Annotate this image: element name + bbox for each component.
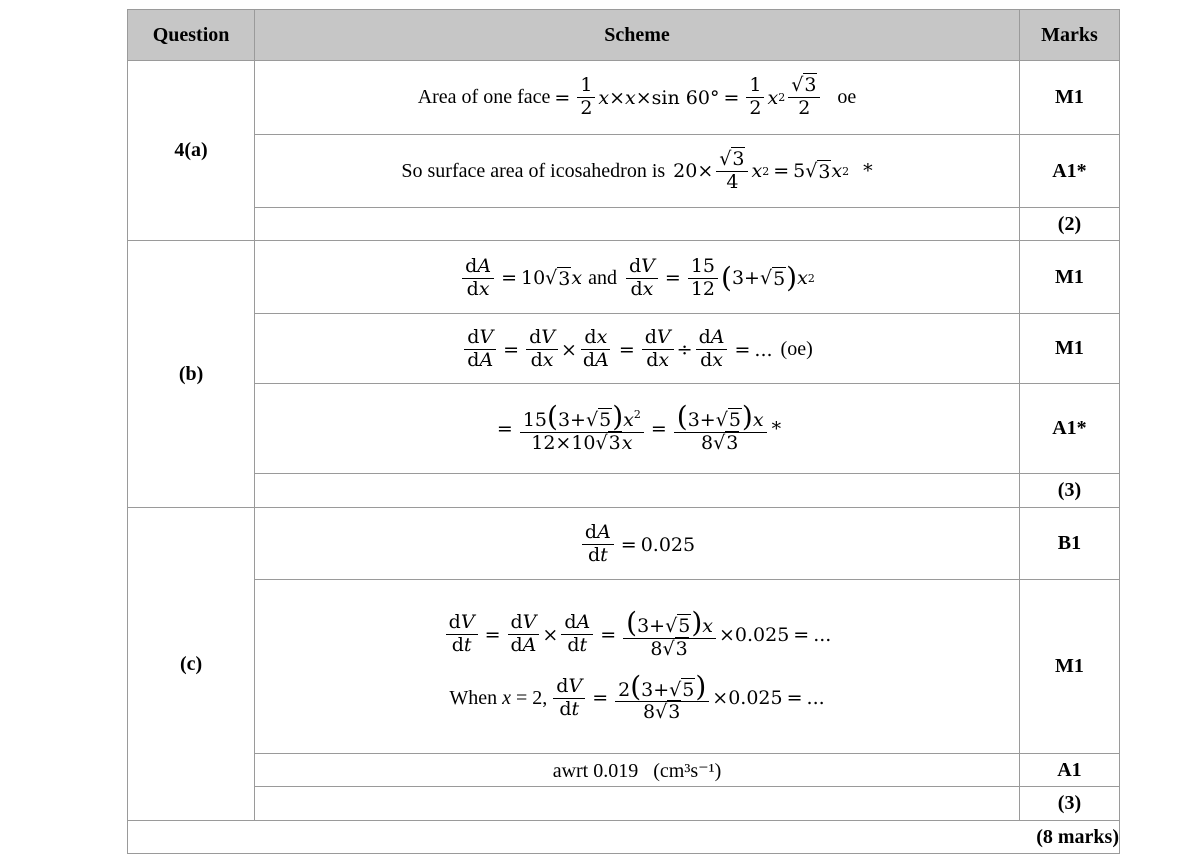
question-label-4a: 4(a) <box>128 61 255 241</box>
subtotal-c: (3) <box>1019 787 1119 821</box>
scheme-blank-c <box>255 787 1020 821</box>
header-question: Question <box>128 10 255 61</box>
dv-dt-equation: $\frac{dV}{dt}$ = $\frac{dV}{dA}$ × $\frac{dA}{dt}$ = $\frac{(3+√5)x}{8√3}$ ×0.025 = ... <box>443 610 832 660</box>
table-row <box>128 135 1120 208</box>
table-row <box>128 580 1120 754</box>
table-row <box>128 241 1120 314</box>
surface-area-equation: So surface area of icosahedron is 20× $\frac{√3}{4}$ x 2 = 5√ 3 x 2 * <box>401 147 873 193</box>
table-row <box>128 384 1120 474</box>
mark-scheme-table <box>127 9 1120 854</box>
scheme-line-c3 <box>255 754 1020 787</box>
table-row <box>128 474 1120 508</box>
scheme-line-b1 <box>255 241 1020 314</box>
total-row <box>128 821 1120 854</box>
scheme-line-b2 <box>255 314 1020 384</box>
subtotal-b: (3) <box>1019 474 1119 508</box>
final-answer-units: (cm³s⁻¹) <box>653 759 722 782</box>
table-row <box>128 754 1120 787</box>
scheme-line-c1 <box>255 508 1020 580</box>
scheme-blank-b <box>255 474 1020 508</box>
mark-a2: A1* <box>1019 135 1119 208</box>
mark-c1: B1 <box>1019 508 1119 580</box>
mark-b3: A1* <box>1019 384 1119 474</box>
da-dt-equation: $\frac{dA}{dt}$ = 0.025 <box>579 523 695 566</box>
mark-a1: M1 <box>1019 61 1119 135</box>
mark-b2: M1 <box>1019 314 1119 384</box>
scheme-blank-a <box>255 208 1020 241</box>
table-row <box>128 314 1120 384</box>
scheme-line-c2 <box>255 580 1020 754</box>
header-row <box>128 10 1120 61</box>
mark-scheme <box>127 9 1120 854</box>
header-scheme: Scheme <box>255 10 1020 61</box>
table-row <box>128 61 1120 135</box>
table-row <box>128 508 1120 580</box>
subtotal-a: (2) <box>1019 208 1119 241</box>
mark-c3: A1 <box>1019 754 1119 787</box>
mark-b1: M1 <box>1019 241 1119 314</box>
when-x-equals-2-equation: When x = 2, $\frac{dV}{dt}$ = $\frac{2(3+√5)}{8√3}$ ×0.025 = ... <box>449 669 825 724</box>
question-label-c: (c) <box>128 508 255 821</box>
question-label-b: (b) <box>128 241 255 508</box>
scheme-line-b3 <box>255 384 1020 474</box>
table-row <box>128 208 1120 241</box>
scheme-line-a1 <box>255 61 1020 135</box>
table-row <box>128 787 1120 821</box>
final-answer: awrt 0.019 <box>552 759 639 782</box>
derivatives-equation: $\frac{dA}{dx}$ = 10√ 3 x and $\frac{dV}{dx}$ = $\frac{15}{12}$ ( 3+√ 5 ) x 2 <box>459 257 815 300</box>
chain-rule-equation: $\frac{dV}{dA}$ = $\frac{dV}{dx}$ × $\frac{dx}{dA}$ = $\frac{dV}{dx}$ ÷ $\frac{dA}{dx}$ = ... (oe) <box>461 328 812 371</box>
scheme-line-a2 <box>255 135 1020 208</box>
header-marks: Marks <box>1019 10 1119 61</box>
mark-c2: M1 <box>1019 580 1119 754</box>
total-marks: (8 marks) <box>128 821 1120 854</box>
area-one-face-equation: Area of one face = $\frac{1}{2}$ x × x ×sin 60° = $\frac{1}{2}$ x 2 $\frac{√3}{2}$ oe <box>417 74 857 119</box>
dv-da-result-equation: = $\frac{15(3+√5)x^2}{12\times 10√3x}$ = $\frac{(3+√5)x}{8√3}$ * <box>496 399 782 454</box>
